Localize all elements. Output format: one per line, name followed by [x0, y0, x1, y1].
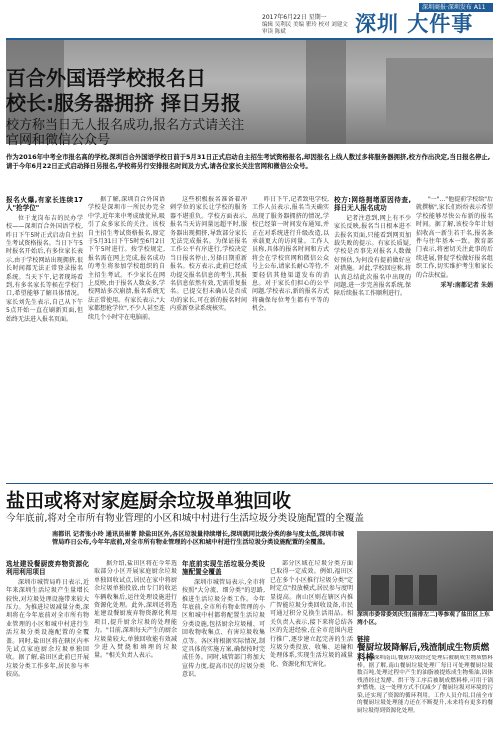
story1-column: [88, 196, 165, 478]
story1-headline-line1: 百合外国语学校报名日: [6, 66, 206, 90]
photo-bin: [395, 575, 413, 605]
story2-col3-text: 深圳市城管局表示,全市将按照"大分流、细分类"的思路,推进生活垃圾分类工作。今年年底前,全市所有物业管理的小区和城中村都将配置生活垃圾分类设施,包括厨余垃圾桶、可回收物收集点、有害垃圾收集点等。各区将根据实际情况,制定具体的实施方案,确保按时完成任务。同时,城管部门将加大宣传力度,提高市民的垃圾分类意识。: [182, 578, 265, 679]
story1-column: [416, 196, 493, 478]
story2-subhead: 今年底前,将对全市所有物业管理的小区和城中村进行生活垃圾分类设施配置的全覆盖: [6, 513, 365, 524]
story2-col2-text: 据介绍,盐田区将在今年选取部分小区开展家庭厨余垃圾单独回收试点,居民在家中将厨余垃圾单独投放,由专门的收运车辆收集后,运往处理设施进行资源化处理。此外,深圳还将选址建设餐厨废弃物资源化利用项目,提升厨余垃圾的处理能力。"目前,深圳每天产生的厨余垃圾量较大,单独回收能有效减少进入焚烧和填埋的垃圾量。"相关负责人表示。: [94, 560, 177, 660]
story2-photo-caption: 深圳市委常委刘庆生(前排左二)等参观了盐田区上东湾小区。: [357, 612, 490, 626]
story2-photo: [357, 531, 493, 611]
story1-byline: 采写:南都记者 朱娟: [440, 282, 493, 290]
story1-col2-text: 据了解,深圳百合外国语学校是深圳市一所民办完全中学,近年来中考成绩优异,吸引了众多家长的关注。该校自主招生考试资格报名,原定于5月31日下午5时至6月2日下午5时进行。按学校规定,报名需在网上完成,报名成功的考生将参加学校组织的自主招生考试。不少家长在网上反映,由于报名人数众多,学校网站多次崩溃,报名系统无法正常使用。有家长表示,"大家都想抢学位",不少人甚至连续几个小时守在电脑前。: [88, 196, 165, 321]
story1-body: [6, 196, 493, 478]
story1-subhead-line1: 校方称当日无人报名成功,报名方式请关注: [6, 118, 245, 133]
story1-column: [6, 196, 83, 478]
story2-col1-head: 选址建设餐厨废弃物资源化利用利用项目: [6, 560, 89, 577]
section-badge: 深圳商报·深圳发布 A11: [419, 3, 493, 12]
story2-col4-text: 部分区域在垃圾分类方面已取得一定成效。例如,福田区已在多个小区推行垃圾分类"定时定点"投放模式,居民参与度明显提高。南山区则在辖区内推广智能垃圾分类回收设备,市民可通过积分兑换生活用品。相关负责人表示,接下来将总结各区的先进经验,在全市范围内进行推广,逐步建立起完善的生活垃圾分类投放、收集、运输和处理体系,实现生活垃圾的减量化、资源化和无害化。: [270, 560, 353, 668]
story2-column: [94, 560, 177, 746]
story1-col5-text: 记者注意到,网上有不少家长反映,报名当日根本进不去报名页面,只能看到网页加载失败的提示。有家长质疑,学校是否事先对报名人数做好预估,为何没有提前做好应对措施。对此,学校回应称,将认真总结此次报名中出现的问题,进一步完善报名系统,保障后续报名工作顺利进行。: [334, 214, 411, 298]
story1-col5-head: 校方:网络拥堵原因待查,择日无人报名成功: [334, 196, 411, 213]
issue-date: 2017年6月22日 星期一: [262, 14, 327, 21]
story1-col1-text: 位于龙岗布吉的民办学校——深圳百合外国语学校,昨日下午5时正式启动自主招生考试资格报名。当日下午5时报名开始后,有多位家长表示,由于学校网站出现拥挤,很长时间都无法正常登录报名系统。当天下午,记者现场看到,有多名家长等候在学校门口,希望能够了解具体情况。家长刘先生表示,自己从下午5点开始一直在刷新页面,但始终无法进入报名页面。: [6, 214, 83, 323]
story2-lead: 南都讯 记者张小玲 通讯员崔菁 除盐田区外,各区垃圾量持续增长,深圳就同比级分类的参与度太低,深圳市城管局昨日公布,今年年底前,对全市所有物业管理的小区和城中村进行生活垃圾分类设施配置的全覆盖。: [52, 531, 344, 547]
links-headline: 餐厨垃圾降解后,残渣制成生物质燃料棒: [357, 643, 490, 663]
story1-column: [252, 196, 329, 478]
story2-headline: 盐田或将对家庭厨余垃圾单独回收: [6, 490, 292, 512]
story1-column: [334, 196, 411, 478]
section-title: 深圳 大件事: [355, 12, 474, 36]
story2-column: [270, 560, 353, 746]
photo-bin: [419, 575, 437, 605]
links-body: 在深圳南山,餐厨垃圾经过处理后被制成生物质燃料棒。据了解,南山餐厨垃圾处理厂每日可处理餐厨垃圾数百吨,处理过程中产生的油脂被提炼成生物柴油,固体残渣经过发酵、烘干等工序后被制成燃料棒,可用于锅炉燃烧。这一处理方式不仅减少了餐厨垃圾对环境的污染,还实现了资源的循环利用。工作人员介绍,目前全市的餐厨垃圾处理能力还在不断提升,未来将有更多的餐厨垃圾得到资源化处理。: [357, 655, 493, 714]
page-header: [0, 0, 499, 40]
story2-col3-head: 年底前实现生活垃圾分类设施配置全覆盖: [182, 560, 265, 577]
story2-body: [6, 560, 353, 746]
story1-lead: 作为2016年中考全市报名高的学校,深圳百合外国语学校日前于5月31日正式启动自主招生考试资格报名,却因报名上线人数过多将服务器拥挤,校方作出决定,当日报名停止,请于今年6月22日正式启动择日另报名,学校将另行安排报名时间及方式,请各位家长关注官网和微信公众号。: [6, 153, 491, 170]
story2-column: [6, 560, 89, 746]
story1-col4-text: 昨日下午,记者致电学校,工作人员表示,报名当天确实出现了服务器拥挤的情况,学校已经第一时间发布通知,并正在对系统进行升级改造,以承载更大的访问量。工作人员称,具体的报名时间和方式将会在学校官网和微信公众号上公布,请家长耐心等待,不要轻信其他渠道发布的消息。对于家长们担心的公平问题,学校表示,新的报名方式将确保每位考生都有平等的机会。: [252, 196, 329, 313]
story-divider: [6, 483, 493, 484]
story1-col1-head: 报名火爆,有家长连续17人"抢学位": [6, 196, 83, 213]
story1-col6-text: "一"..."他提前学校给"后就撰稿",家长们纷纷表示希望学校能够尽快公布新的报名时间。据了解,该校今年计划招收高一新生若干名,报名条件与往年基本一致。教育部门表示,将密切关注此事的后续进展,督促学校做好报名组织工作,切实维护考生和家长的合法权益。: [416, 196, 493, 279]
story1-headline-line2: 校长:服务器拥挤 择日另报: [6, 91, 241, 115]
photo-building: [386, 58, 493, 128]
story1-subhead-line2: 官网和微信公众号: [6, 133, 111, 148]
story2-col1-text: 深圳市城管局昨日表示,近年来深圳生活垃圾产生量增长较快,对垃圾处理设施带来较大压力。为推进垃圾减量分类,深圳将在今年底前对全市所有物业管理的小区和城中村进行生活垃圾分类设施配置的全覆盖。同时,盐田区将在辖区内率先试点家庭厨余垃圾单独回收。据了解,盐田区此前已开展垃圾分类工作多年,居民参与率较高。: [6, 578, 89, 679]
story1-column: [170, 196, 247, 478]
photo-bin: [371, 575, 389, 605]
story1-col3-text: 这些积极报名准备着冲刺学位的家长让学校的服务器不堪重负。学校方面表示,报名当天访问量远超平时,服务器出现拥挤,导致部分家长无法完成报名。为保证报名工作公平有序进行,学校决定当日报名停止,另择日期重新报名。校方表示,此前已经成功提交报名信息的考生,其报名信息依然有效,无需重复报名。已提交但未确认是否成功的家长,可在新的报名时间内重新登录系统核实。: [170, 196, 247, 313]
story2-column: [182, 560, 265, 746]
story1-headline: [6, 66, 386, 116]
editor-credits: 编辑 吴利民 美编 瞿玲 校对 刘建文 审读 陈斌: [262, 22, 348, 35]
links-label: 链接: [357, 635, 370, 643]
